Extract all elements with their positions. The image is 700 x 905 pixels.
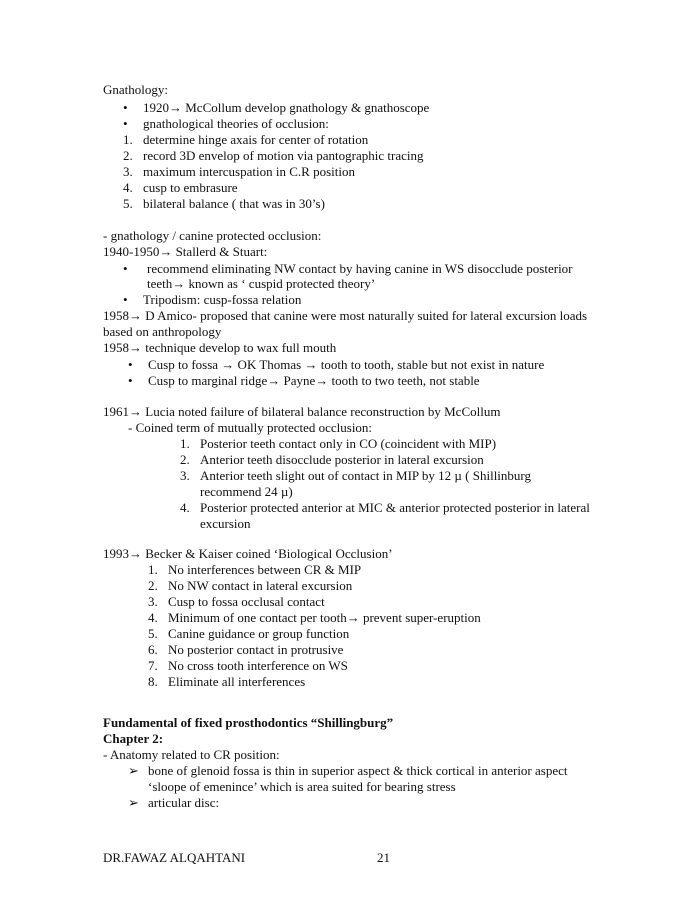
- amico-line-cont: based on anthropology: [103, 324, 222, 339]
- bullet-text: Cusp to fossa → OK Thomas → tooth to tooth, stable but not exist in nature: [148, 357, 545, 372]
- bullet-text: 1920→ McCollum develop gnathology & gnathoscope: [143, 100, 430, 115]
- list-item: determine hinge axais for center of rotation: [143, 132, 369, 147]
- arrow-bullet-text: bone of glenoid fossa is thin in superior aspect & thick cortical in anterior aspect: [148, 763, 568, 778]
- list-item: Anterior teeth disocclude posterior in lateral excursion: [200, 452, 484, 467]
- list-number: 2.: [123, 148, 133, 163]
- list-item: cusp to embrasure: [143, 180, 238, 195]
- canine-heading: - gnathology / canine protected occlusion:: [103, 228, 322, 243]
- bullet-marker: •: [123, 261, 128, 276]
- bullet-text: gnathological theories of occlusion:: [143, 116, 329, 131]
- bullet-marker: •: [123, 116, 128, 131]
- list-number: 1.: [180, 436, 190, 451]
- list-number: 4.: [148, 610, 158, 625]
- list-number: 5.: [123, 196, 133, 211]
- list-number: 1.: [148, 562, 158, 577]
- list-number: 3.: [148, 594, 158, 609]
- bullet-text: Tripodism: cusp-fossa relation: [143, 292, 302, 307]
- shillingburg-title: Fundamental of fixed prosthodontics “Shillingburg”: [103, 715, 394, 730]
- list-item: maximum intercuspation in C.R position: [143, 164, 355, 179]
- anatomy-line: - Anatomy related to CR position:: [103, 747, 280, 762]
- list-item: bilateral balance ( that was in 30’s): [143, 196, 325, 211]
- list-number: 2.: [180, 452, 190, 467]
- list-number: 7.: [148, 658, 158, 673]
- list-item: Anterior teeth slight out of contact in MIP by 12 µ ( Shillinburg: [200, 468, 532, 483]
- list-item: No posterior contact in protrusive: [168, 642, 344, 657]
- bullet-marker: •: [123, 100, 128, 115]
- amico-line: 1958→ D Amico- proposed that canine were most naturally suited for lateral excursion loads: [103, 308, 588, 323]
- bullet-text-cont: teeth→ known as ‘ cuspid protected theory’: [147, 276, 376, 291]
- list-number: 1.: [123, 132, 133, 147]
- arrow-bullet-text: articular disc:: [148, 795, 220, 810]
- list-item: Canine guidance or group function: [168, 626, 350, 641]
- list-number: 5.: [148, 626, 158, 641]
- list-number: 3.: [180, 468, 190, 483]
- arrow-bullet-icon: ➢: [128, 763, 139, 778]
- list-item: Posterior teeth contact only in CO (coincident with MIP): [200, 436, 497, 451]
- list-item: Cusp to fossa occlusal contact: [168, 594, 325, 609]
- list-number: 8.: [148, 674, 158, 689]
- chapter-heading: Chapter 2:: [103, 731, 164, 746]
- list-number: 2.: [148, 578, 158, 593]
- technique-line: 1958→ technique develop to wax full mouth: [103, 340, 337, 355]
- lucia-coined-line: - Coined term of mutually protected occlusion:: [128, 420, 373, 435]
- list-item: Minimum of one contact per tooth→ prevent super-eruption: [168, 610, 481, 625]
- list-item: Eliminate all interferences: [168, 674, 306, 689]
- list-number: 4.: [123, 180, 133, 195]
- bullet-marker: •: [128, 373, 133, 388]
- list-item: No interferences between CR & MIP: [168, 562, 362, 577]
- lucia-line: 1961→ Lucia noted failure of bilateral balance reconstruction by McCollum: [103, 404, 501, 419]
- list-item: No cross tooth interference on WS: [168, 658, 348, 673]
- page-number: 21: [377, 850, 390, 865]
- list-item: Posterior protected anterior at MIC & anterior protected posterior in lateral: [200, 500, 590, 515]
- footer-author: DR.FAWAZ ALQAHTANI: [103, 850, 246, 865]
- bullet-marker: •: [128, 357, 133, 372]
- bullet-marker: •: [123, 292, 128, 307]
- arrow-bullet-text-cont: ‘sloope of emenince’ which is area suited for bearing stress: [148, 779, 456, 794]
- arrow-bullet-icon: ➢: [128, 795, 139, 810]
- list-item: No NW contact in lateral excursion: [168, 578, 353, 593]
- list-item-cont: recommend 24 µ): [200, 484, 293, 499]
- list-item: record 3D envelop of motion via pantographic tracing: [143, 148, 424, 163]
- list-number: 4.: [180, 500, 190, 515]
- list-number: 3.: [123, 164, 133, 179]
- list-item-cont: excursion: [200, 516, 251, 531]
- list-number: 6.: [148, 642, 158, 657]
- bullet-text: Cusp to marginal ridge→ Payne→ tooth to two teeth, not stable: [148, 373, 480, 388]
- bullet-text: recommend eliminating NW contact by having canine in WS disocclude posterior: [147, 261, 573, 276]
- becker-heading: 1993→ Becker & Kaiser coined ‘Biological Occlusion’: [103, 546, 393, 561]
- stallerd-line: 1940-1950→ Stallerd & Stuart:: [103, 244, 268, 259]
- gnathology-heading: Gnathology:: [103, 82, 168, 97]
